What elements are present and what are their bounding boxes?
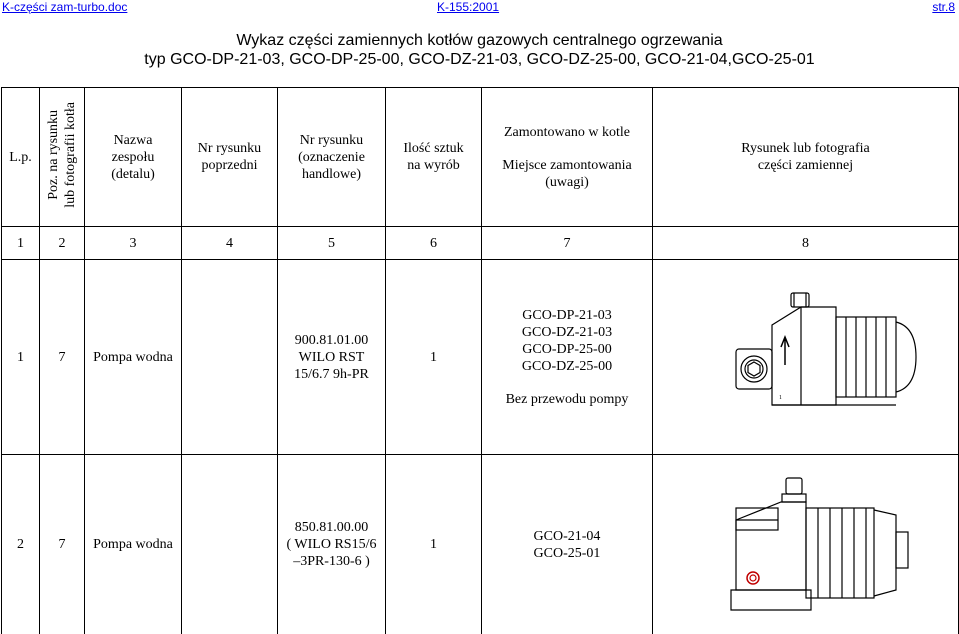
- cell-rysunek: [653, 260, 959, 455]
- header-nazwa: Nazwa zespołu (detalu): [85, 88, 182, 227]
- installed-models: GCO-DP-21-03 GCO-DZ-21-03 GCO-DP-25-00 GCO-DZ-25-00: [521, 307, 613, 374]
- cell-poz: 7: [40, 260, 85, 455]
- pump-drawing-icon: [681, 287, 931, 427]
- table-row: [2, 260, 959, 455]
- installation-notes: Bez przewodu pompy: [505, 391, 629, 407]
- cell-nazwa: Pompa wodna: [85, 260, 182, 455]
- column-number: 1: [2, 227, 40, 260]
- column-number: 6: [386, 227, 482, 260]
- column-number: 8: [653, 227, 959, 260]
- cell-nazwa: Pompa wodna: [85, 455, 182, 634]
- page-number-link[interactable]: str.8: [932, 0, 955, 14]
- header-nr-poprzedni: Nr rysunku poprzedni: [182, 88, 278, 227]
- spare-parts-table: [1, 87, 959, 634]
- cell-nr-poprzedni: [182, 260, 278, 455]
- cell-lp: 1: [2, 260, 40, 455]
- document-title: Wykaz części zamiennych kotłów gazowych centralnego ogrzewania: [236, 32, 723, 49]
- cell-nr-handlowe: 850.81.00.00 ( WILO RS15/6 –3PR-130-6 ): [278, 455, 386, 634]
- column-number: 2: [40, 227, 85, 260]
- document-code-link[interactable]: K-155:2001: [437, 0, 500, 14]
- cell-nr-poprzedni: [182, 455, 278, 634]
- header-zamontowano: Zamontowano w kotle Miejsce zamontowania (uwagi): [482, 88, 653, 227]
- document-subtitle: typ GCO-DP-21-03, GCO-DP-25-00, GCO-DZ-21-03, GCO-DZ-25-00, GCO-21-04,GCO-25-01: [144, 51, 815, 68]
- column-number: 3: [85, 227, 182, 260]
- cell-rysunek: [653, 455, 959, 634]
- cell-ilosc: 1: [386, 260, 482, 455]
- column-number: 7: [482, 227, 653, 260]
- cell-zamontowano: GCO-21-04 GCO-25-01: [482, 455, 653, 634]
- document-header: [0, 0, 959, 14]
- table-header-row: [2, 88, 959, 227]
- header-nr-handlowe: Nr rysunku (oznaczenie handlowe): [278, 88, 386, 227]
- svg-text:1: 1: [778, 395, 782, 401]
- cell-lp: 2: [2, 455, 40, 634]
- column-number-row: [2, 227, 959, 260]
- file-name-link[interactable]: K-części zam-turbo.doc: [2, 0, 128, 14]
- header-ilosc: Ilość sztuk na wyrób: [386, 88, 482, 227]
- header-lp: L.p.: [2, 88, 40, 227]
- cell-zamontowano: [482, 260, 653, 455]
- cell-poz: 7: [40, 455, 85, 634]
- column-number: 4: [182, 227, 278, 260]
- table-row: [2, 455, 959, 634]
- header-poz: Poz. na rysunku lub fotografii kotła: [40, 88, 85, 227]
- cell-ilosc: 1: [386, 455, 482, 634]
- column-number: 5: [278, 227, 386, 260]
- header-rysunek: Rysunek lub fotografia części zamiennej: [653, 88, 959, 227]
- cell-nr-handlowe: 900.81.01.00 WILO RST 15/6.7 9h-PR: [278, 260, 386, 455]
- pump-drawing-icon: [681, 470, 931, 620]
